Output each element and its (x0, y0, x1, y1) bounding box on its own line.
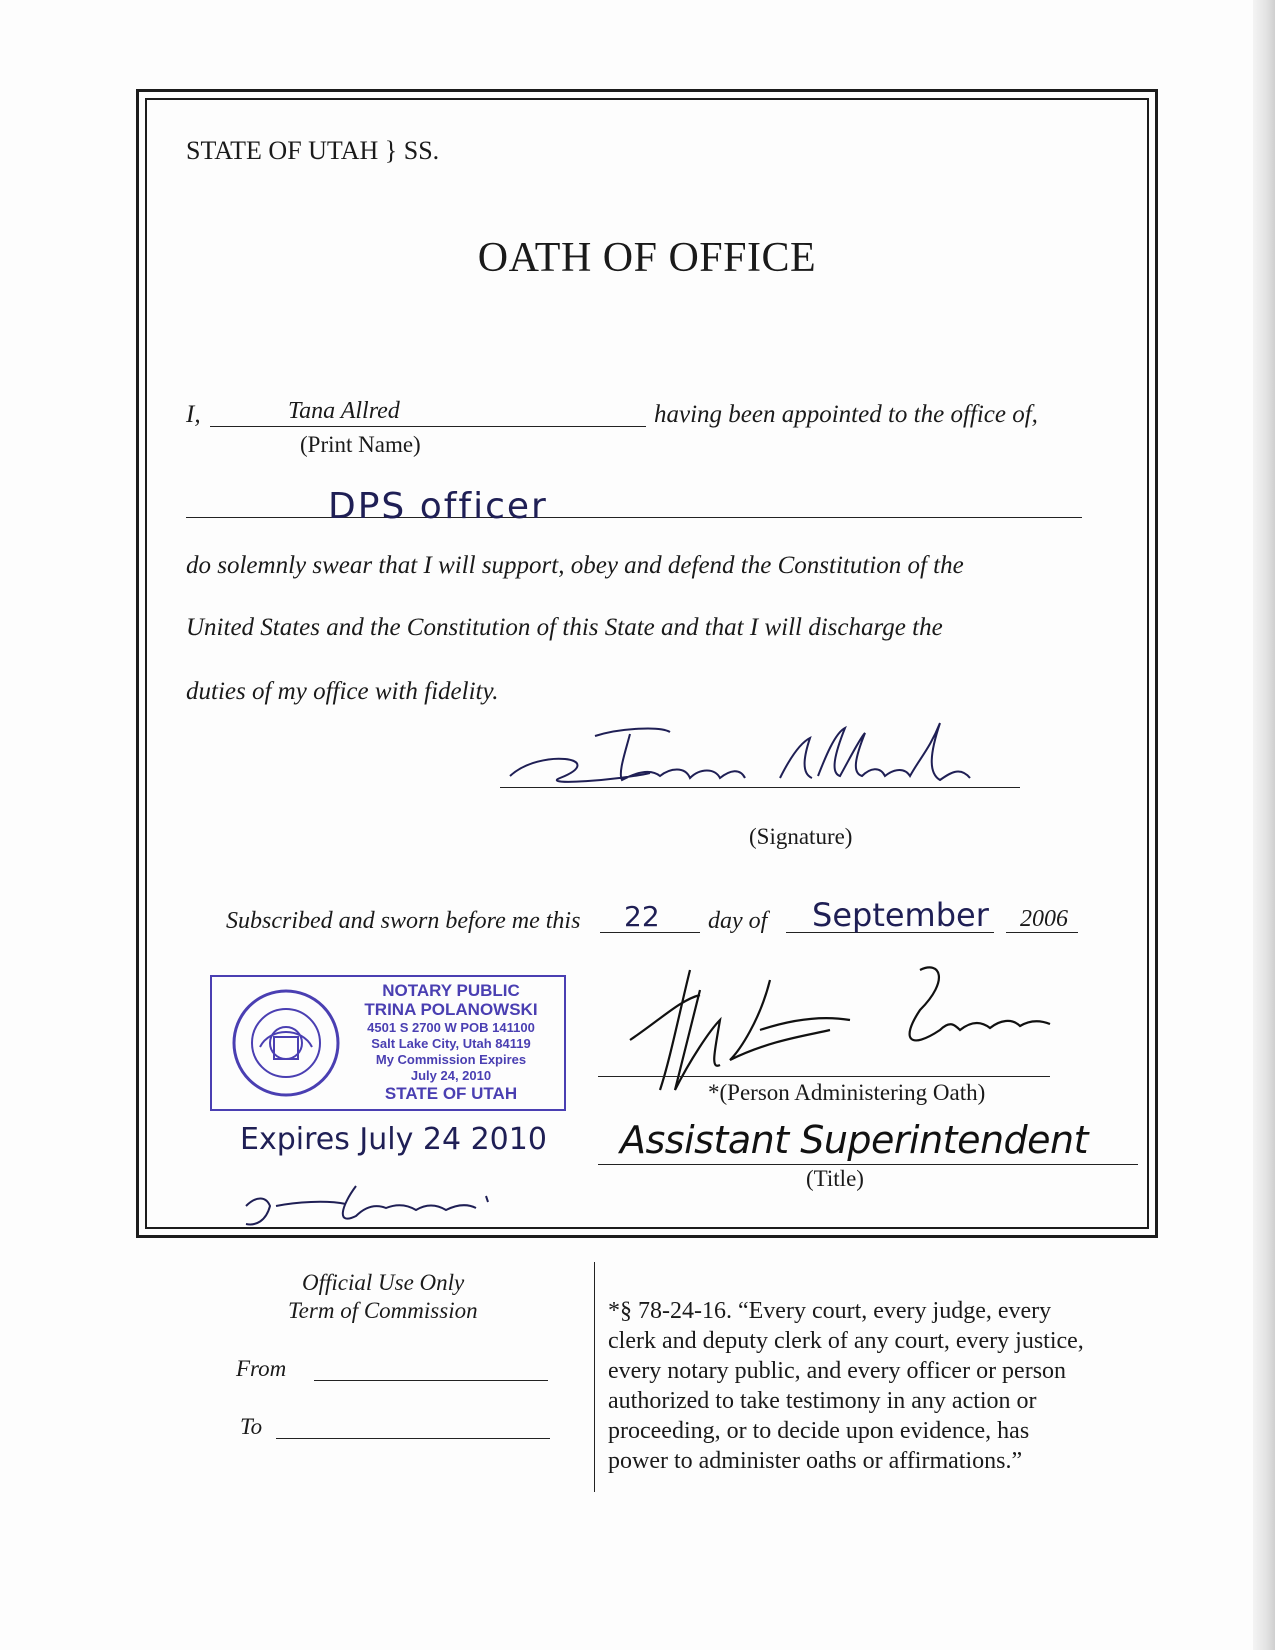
tana-allred-signature (500, 718, 980, 798)
stamp-line-7: STATE OF UTAH (384, 1084, 518, 1103)
statute-line-5: proceeding, or to decide upon evidence, has (608, 1418, 1030, 1444)
notary-signature (236, 1176, 506, 1236)
oath-line-2: United States and the Constitution of this State and that I will discharge the (186, 614, 943, 641)
administrator-caption: *(Person Administering Oath) (708, 1080, 986, 1105)
venue-header: STATE OF UTAH } SS. (186, 136, 440, 165)
statute-line-4: authorized to take testimony in any action or (608, 1388, 1037, 1414)
name-line (210, 426, 646, 427)
title-caption: (Title) (806, 1166, 864, 1191)
print-name-caption: (Print Name) (300, 432, 421, 457)
sworn-year: 2006 (1020, 906, 1068, 932)
signature-lettering: Tana Allred (740, 767, 750, 769)
statute-line-6: power to administer oaths or affirmations.” (608, 1448, 1023, 1474)
notary-stamp (210, 975, 566, 1111)
official-use-heading: Official Use Only (302, 1270, 465, 1295)
oath-line-1: do solemnly swear that I will support, obey and defend the Constitution of the (186, 552, 964, 579)
notary-expires-handwritten: Expires July 24 2010 (240, 1122, 547, 1157)
administrator-line (598, 1076, 1050, 1077)
administrator-title-value: Assistant Superintendent (620, 1118, 1089, 1162)
sworn-prefix: Subscribed and sworn before me this (226, 908, 581, 934)
to-label: To (240, 1414, 263, 1439)
document-title: OATH OF OFFICE (477, 235, 817, 281)
statute-line-1: *§ 78-24-16. “Every court, every judge, every (608, 1298, 1052, 1324)
day-of-text: day of (708, 908, 768, 934)
office-line (186, 517, 1082, 518)
signature-caption: (Signature) (749, 824, 853, 849)
oath-line-3: duties of my office with fidelity. (186, 678, 499, 705)
sworn-month: September (812, 896, 989, 934)
appointment-suffix: having been appointed to the office of, (654, 401, 1038, 428)
stamp-line-6: July 24, 2010 (410, 1068, 492, 1083)
stamp-line-1: NOTARY PUBLIC (382, 981, 520, 1000)
to-field[interactable] (276, 1438, 550, 1439)
term-of-commission-heading: Term of Commission (288, 1298, 478, 1323)
sworn-day: 22 (624, 900, 660, 933)
statute-line-2: clerk and deputy clerk of any court, every justice, (608, 1328, 1084, 1354)
state-seal-icon (230, 987, 342, 1099)
stamp-line-3: 4501 S 2700 W POB 141100 (367, 1020, 535, 1035)
prefix-i: I, (186, 401, 201, 428)
statute-line-3: every notary public, and every officer or person (608, 1358, 1067, 1384)
printed-name-value: Tana Allred (288, 398, 400, 424)
from-field[interactable] (314, 1380, 548, 1381)
administrator-signature (620, 950, 1060, 1100)
stamp-line-5: My Commission Expires (375, 1052, 527, 1067)
column-divider (594, 1262, 595, 1492)
stamp-line-2: TRINA POLANOWSKI (364, 1000, 538, 1019)
office-value: DPS officer (328, 486, 548, 527)
stamp-line-4: Salt Lake City, Utah 84119 (371, 1036, 531, 1051)
from-label: From (236, 1356, 287, 1381)
title-line (598, 1164, 1138, 1165)
